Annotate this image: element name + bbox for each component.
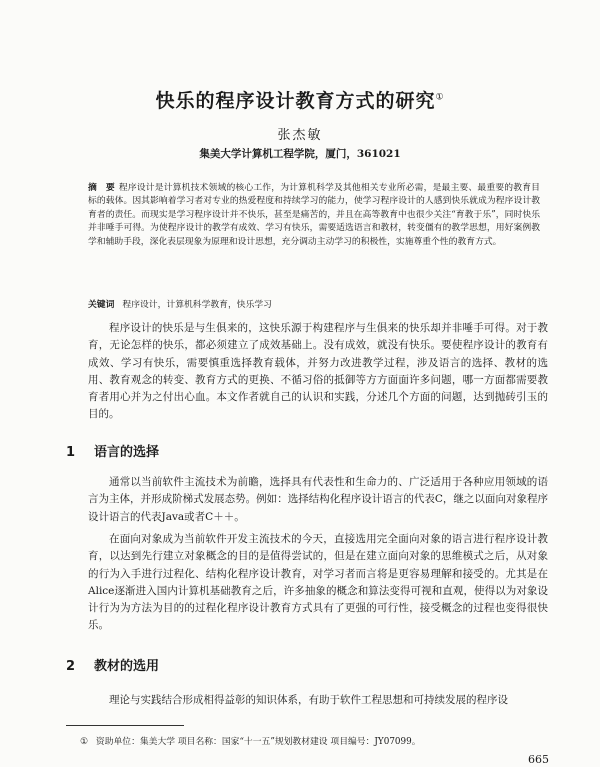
section-1-number: 1	[66, 445, 76, 460]
author-affiliation: 集美大学计算机工程学院，厦门，361021	[199, 148, 401, 160]
abstract-label: 摘 要	[88, 183, 115, 193]
paper-title	[0, 86, 600, 113]
footnote	[80, 734, 421, 747]
abstract-text: 程序设计是计算机技术领域的核心工作，为计算机科学及其他相关专业所必需，是最主要、最重要的教育目标的载体。因其影响着学习者对专业的热爱程度和持续学习的能力，使学习程序设计的人感到快乐就成为程序设计教育者的责任。而现实是学习程序设计并不快乐，甚至是痛苦的，并且在高等教育中也很少关注“育教于乐”，同时快乐并非唾手可得。为使程序设计的教学有成效、学习有快乐，需要适选语言和教材，转变僵有的教学思想，用好案例教学和辅助手段，深化表层现象为原理和设计思想，充分调动主动学习的积极性，实施尊重个性的教育方式。	[88, 183, 540, 247]
title-footnote-mark: ①	[435, 92, 445, 103]
footnote-text: 资助单位：集美大学 项目名称：国家“十一五”规划教材建设 项目编号：JY07099。	[95, 737, 421, 747]
page-number: 665	[528, 753, 549, 766]
footnote-divider	[66, 725, 184, 726]
keywords-label: 关键词	[88, 300, 115, 310]
footnote-mark: ①	[80, 737, 88, 747]
section-1-title: 语言的选择	[94, 445, 160, 460]
intro-paragraph: 程序设计的快乐是与生俱来的，这快乐源于构建程序与生俱来的快乐却并非唾手可得。对于教育，无论怎样的快乐，都必须建立了成效基础上。没有成效，就没有快乐。要使程序设计的教育有成效、学习有快乐，需要慎重选择教育载体，并努力改进教学过程，涉及语言的选择、教材的选用、教育观念的转变、教育方式的更换、不循习俗的抵御等方方面面许多问题，哪一方面都需要教育者用心并为之付出心血。本文作者就自己的认识和实践，分述几个方面的问题，达到抛砖引玉的目的。	[88, 322, 548, 421]
title-text: 快乐的程序设计教育方式的研究	[155, 90, 436, 112]
section-1-paragraph-2: 在面向对象成为当前软件开发主流技术的今天，直接选用完全面向对象的语言进行程序设计教育，以达到先行建立对象概念的目的是值得尝试的，但是在建立面向对象的思维模式之后，从对象的行为入手进行过程化、结构化程序设计教育，对学习者而言将是更容易理解和接受的。尤其是在Alice逐渐进入国内计算机基础教育之后，许多抽象的概念和算法变得可视和直观，使得以为对象设计行为为方法为目的的过程化程序设计教育方式具有了更强的可行性，接受概念的过程也变得很快乐。	[88, 533, 548, 632]
section-1-paragraph-1: 通常以当前软件主流技术为前瞻，选择具有代表性和生命力的、广泛适用于各种应用领域的语言为主体，并形成阶梯式发展态势。例如：选择结构化程序设计语言的代表C，继之以面向对象程序设计语言的代表Java或者C＋＋。	[88, 476, 548, 523]
abstract	[88, 182, 540, 249]
section-2-heading	[66, 655, 159, 674]
keywords-text: 程序设计，计算机科学教育，快乐学习	[122, 300, 272, 310]
section-2-title: 教材的选用	[94, 659, 160, 674]
section-2-number: 2	[66, 659, 76, 674]
author-name: 张杰敏	[277, 128, 323, 143]
keywords	[88, 297, 540, 310]
section-1-heading	[66, 441, 159, 460]
section-2-paragraph-1: 理论与实践结合形成相得益彰的知识体系，有助于软件工程思想和可持续发展的程序设	[109, 694, 508, 706]
